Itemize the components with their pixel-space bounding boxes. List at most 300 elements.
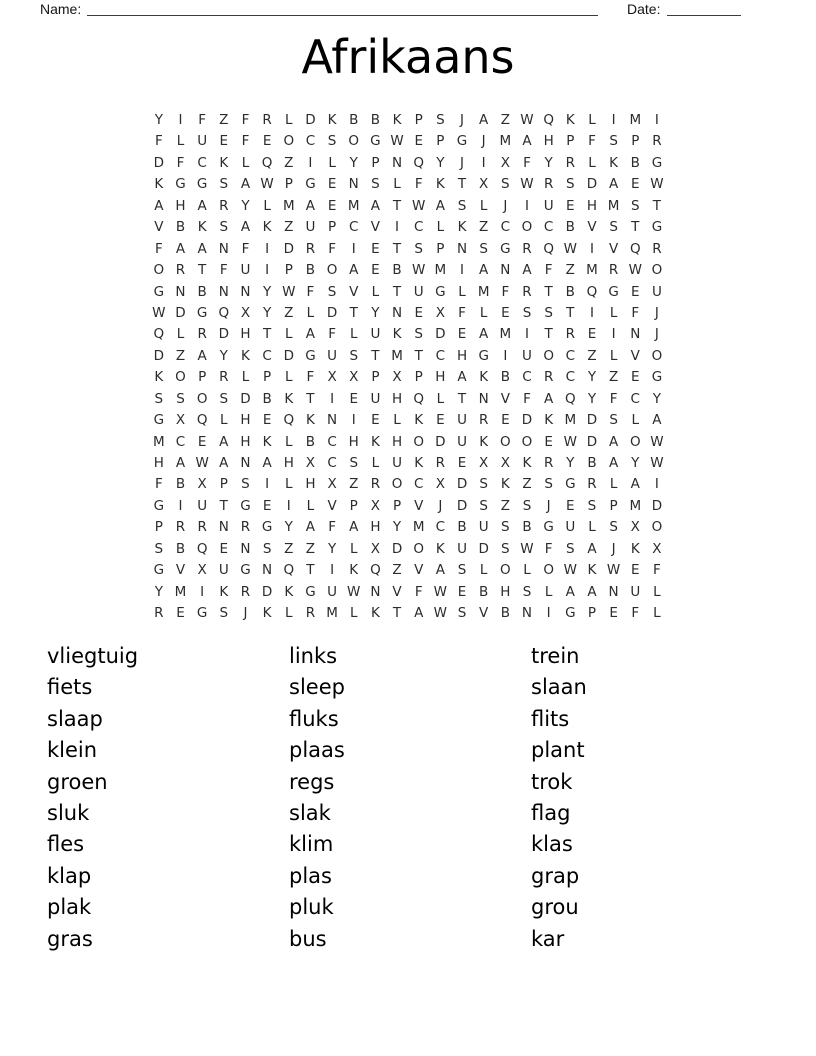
grid-letter: T: [371, 347, 380, 364]
grid-letter: I: [654, 476, 659, 493]
grid-letter: T: [219, 497, 228, 514]
grid-letter: Q: [543, 240, 554, 257]
grid-letter: X: [197, 562, 207, 579]
grid-letter: P: [219, 476, 228, 493]
grid-letter: S: [241, 476, 250, 493]
grid-letter: I: [351, 412, 356, 429]
grid-letter: Z: [284, 540, 294, 557]
grid-letter: F: [588, 133, 596, 150]
grid-letter: R: [154, 605, 164, 622]
grid-letter: W: [606, 562, 621, 579]
grid-letter: Q: [586, 283, 598, 300]
grid-letter: R: [478, 412, 489, 429]
grid-letter: L: [349, 326, 358, 343]
grid-letter: W: [195, 455, 209, 471]
grid-letter: Y: [631, 455, 640, 471]
grid-letter: P: [631, 133, 640, 150]
grid-letter: L: [349, 605, 358, 622]
grid-letter: U: [370, 390, 381, 407]
word-item: sluk: [47, 801, 90, 826]
grid-letter: K: [219, 154, 229, 171]
grid-letter: W: [520, 176, 534, 193]
grid-letter: T: [306, 562, 315, 579]
grid-letter: Q: [543, 112, 554, 128]
word-item: plak: [47, 895, 92, 920]
grid-letter: D: [651, 497, 663, 514]
grid-letter: S: [327, 283, 337, 300]
grid-letter: G: [305, 176, 316, 193]
grid-letter: W: [650, 433, 664, 450]
grid-letter: P: [263, 369, 272, 386]
grid-letter: V: [392, 583, 402, 600]
word-item: klas: [531, 832, 573, 857]
grid-letter: L: [176, 133, 185, 150]
grid-letter: N: [521, 605, 533, 622]
grid-letter: E: [262, 497, 272, 514]
grid-letter: W: [520, 112, 534, 128]
grid-letter: M: [629, 497, 642, 514]
grid-letter: T: [544, 283, 553, 300]
word-item: flag: [531, 801, 571, 826]
grid-letter: A: [154, 197, 164, 214]
grid-letter: T: [652, 197, 662, 214]
grid-letter: S: [219, 605, 229, 622]
grid-letter: J: [654, 304, 659, 321]
grid-letter: R: [175, 519, 186, 536]
grid-letter: L: [220, 412, 228, 429]
word-item: plas: [289, 863, 332, 888]
grid-letter: P: [371, 154, 380, 171]
grid-letter: R: [240, 583, 251, 600]
grid-letter: Y: [371, 304, 380, 321]
grid-letter: Z: [522, 476, 532, 493]
grid-letter: S: [479, 240, 488, 257]
grid-letter: A: [175, 240, 186, 257]
grid-letter: J: [611, 540, 616, 557]
grid-letter: U: [478, 519, 489, 536]
grid-letter: U: [630, 583, 641, 600]
grid-letter: V: [327, 497, 337, 514]
word-item: fiets: [47, 675, 93, 700]
grid-letter: A: [652, 412, 662, 429]
word-list-column-2: [289, 641, 531, 955]
grid-letter: Z: [219, 112, 229, 128]
grid-letter: K: [392, 326, 402, 343]
grid-letter: T: [198, 262, 207, 279]
grid-letter: P: [436, 133, 445, 150]
grid-letter: Z: [305, 540, 316, 557]
grid-letter: R: [435, 455, 446, 471]
grid-letter: B: [349, 112, 359, 128]
grid-letter: M: [347, 197, 360, 214]
grid-letter: U: [651, 283, 662, 300]
grid-letter: N: [391, 304, 403, 321]
grid-row: [148, 153, 668, 174]
grid-letter: V: [630, 347, 640, 364]
grid-letter: A: [305, 519, 316, 536]
grid-letter: U: [197, 497, 208, 514]
grid-letter: E: [457, 583, 467, 600]
grid-letter: O: [500, 562, 511, 579]
grid-letter: R: [219, 197, 229, 214]
grid-letter: K: [262, 605, 272, 622]
grid-letter: I: [481, 154, 486, 171]
grid-letter: W: [563, 562, 577, 579]
grid-letter: S: [327, 133, 337, 150]
grid-letter: Z: [587, 347, 597, 364]
grid-letter: L: [285, 369, 293, 386]
grid-letter: W: [650, 176, 664, 193]
grid-row: [148, 217, 668, 238]
grid-letter: I: [503, 347, 508, 364]
grid-letter: V: [500, 390, 510, 407]
grid-letter: A: [457, 369, 467, 386]
grid-letter: P: [284, 176, 293, 193]
grid-letter: G: [305, 583, 316, 600]
grid-letter: E: [631, 283, 640, 300]
grid-letter: Y: [262, 283, 272, 300]
grid-letter: L: [588, 154, 596, 171]
grid-letter: W: [152, 304, 166, 321]
grid-letter: G: [565, 605, 576, 622]
grid-letter: W: [390, 133, 404, 150]
grid-row: [148, 582, 668, 603]
grid-letter: V: [349, 283, 359, 300]
grid-letter: F: [544, 262, 553, 279]
grid-letter: L: [306, 304, 315, 321]
grid-letter: G: [153, 412, 165, 429]
grid-letter: Q: [413, 154, 425, 171]
grid-letter: D: [218, 326, 229, 343]
grid-letter: V: [414, 497, 424, 514]
grid-letter: A: [479, 326, 489, 343]
grid-letter: I: [265, 240, 270, 257]
grid-letter: Q: [196, 540, 208, 557]
grid-letter: O: [175, 369, 186, 386]
grid-letter: Z: [500, 497, 510, 514]
grid-letter: L: [349, 540, 358, 557]
grid-letter: S: [219, 390, 229, 407]
grid-letter: W: [628, 262, 642, 279]
grid-letter: S: [544, 476, 553, 493]
word-item: pluk: [289, 895, 334, 920]
grid-letter: E: [327, 176, 337, 193]
grid-letter: L: [588, 112, 596, 128]
grid-letter: S: [609, 133, 618, 150]
grid-letter: L: [328, 154, 336, 171]
grid-letter: R: [305, 605, 316, 622]
grid-letter: O: [413, 433, 425, 450]
grid-letter: X: [370, 540, 381, 557]
grid-letter: I: [265, 262, 270, 279]
grid-letter: L: [436, 390, 445, 407]
grid-letter: D: [283, 347, 294, 364]
grid-letter: U: [392, 455, 402, 471]
grid-letter: F: [523, 390, 531, 407]
grid-letter: V: [608, 240, 619, 257]
grid-letter: G: [456, 133, 468, 150]
grid-letter: N: [327, 412, 338, 429]
grid-letter: H: [586, 197, 598, 214]
grid-letter: L: [285, 605, 293, 622]
word-item: fles: [47, 832, 85, 857]
grid-letter: N: [500, 262, 511, 279]
grid-letter: F: [306, 369, 315, 386]
grid-letter: D: [586, 176, 598, 193]
grid-letter: S: [457, 605, 467, 622]
grid-letter: F: [631, 605, 640, 622]
grid-letter: I: [330, 562, 335, 579]
grid-letter: A: [479, 262, 489, 279]
grid-letter: E: [371, 262, 380, 279]
grid-letter: Z: [349, 476, 359, 493]
grid-letter: L: [371, 283, 380, 300]
grid-letter: M: [499, 133, 512, 150]
grid-letter: Y: [284, 519, 293, 536]
grid-letter: Y: [587, 390, 597, 407]
grid-letter: A: [608, 433, 619, 450]
grid-letter: B: [522, 519, 532, 536]
grid-letter: A: [608, 455, 619, 471]
grid-letter: L: [523, 562, 531, 579]
grid-letter: L: [653, 583, 661, 600]
grid-letter: Q: [153, 326, 165, 343]
word-search-grid: [148, 110, 668, 625]
grid-letter: A: [349, 519, 359, 536]
grid-letter: F: [154, 240, 163, 257]
grid-letter: U: [413, 283, 424, 300]
word-item: links: [289, 644, 338, 668]
word-item: klim: [289, 832, 334, 857]
grid-letter: O: [413, 540, 425, 557]
grid-letter: K: [414, 412, 424, 429]
grid-letter: F: [653, 562, 661, 579]
grid-letter: I: [265, 476, 270, 493]
grid-letter: N: [456, 240, 468, 257]
grid-letter: J: [654, 326, 659, 343]
grid-letter: W: [563, 240, 577, 257]
grid-letter: S: [609, 519, 618, 536]
grid-row: [148, 496, 668, 517]
grid-letter: A: [219, 455, 229, 471]
grid-letter: M: [153, 433, 165, 450]
grid-letter: Y: [241, 197, 250, 214]
grid-letter: C: [197, 154, 207, 171]
grid-letter: P: [198, 369, 207, 386]
grid-letter: D: [283, 240, 294, 257]
grid-letter: J: [438, 497, 443, 514]
grid-letter: L: [609, 476, 618, 493]
grid-letter: C: [327, 433, 337, 450]
grid-letter: F: [328, 326, 336, 343]
grid-letter: G: [153, 283, 165, 300]
grid-letter: D: [153, 154, 165, 171]
grid-letter: S: [609, 219, 618, 236]
grid-letter: Q: [283, 412, 295, 429]
grid-letter: G: [608, 283, 619, 300]
grid-letter: U: [565, 519, 576, 536]
grid-letter: N: [391, 154, 403, 171]
grid-letter: I: [286, 497, 291, 514]
grid-letter: K: [630, 540, 640, 557]
word-item: plaas: [289, 738, 345, 763]
grid-letter: W: [260, 176, 274, 193]
grid-letter: P: [436, 240, 445, 257]
grid-letter: I: [351, 240, 356, 257]
grid-letter: U: [457, 412, 467, 429]
grid-letter: A: [197, 197, 207, 214]
grid-letter: S: [457, 197, 467, 214]
grid-letter: E: [501, 304, 510, 321]
grid-letter: U: [197, 133, 208, 150]
grid-letter: Z: [608, 369, 619, 386]
grid-letter: S: [630, 197, 640, 214]
grid-row: [148, 367, 668, 388]
grid-letter: C: [500, 219, 511, 236]
grid-letter: H: [175, 197, 186, 214]
grid-letter: J: [243, 605, 248, 622]
grid-letter: T: [631, 219, 640, 236]
grid-letter: X: [370, 497, 381, 514]
grid-letter: I: [589, 304, 594, 321]
grid-letter: X: [349, 369, 359, 386]
grid-letter: L: [306, 497, 315, 514]
grid-letter: O: [651, 519, 663, 536]
grid-letter: D: [391, 540, 403, 557]
grid-letter: S: [522, 304, 532, 321]
grid-letter: F: [458, 304, 466, 321]
grid-letter: R: [370, 476, 381, 493]
grid-letter: N: [348, 176, 359, 193]
grid-letter: G: [261, 519, 273, 536]
grid-letter: S: [154, 540, 164, 557]
grid-letter: L: [241, 154, 250, 171]
grid-letter: S: [566, 176, 575, 193]
grid-letter: R: [305, 240, 316, 257]
grid-letter: Y: [587, 369, 597, 386]
grid-letter: M: [326, 605, 338, 622]
grid-letter: X: [240, 304, 251, 321]
grid-letter: F: [414, 583, 423, 600]
grid-letter: Q: [413, 390, 425, 407]
grid-letter: K: [370, 605, 380, 622]
grid-letter: C: [543, 219, 554, 236]
grid-letter: I: [330, 390, 335, 407]
grid-letter: A: [197, 240, 207, 257]
grid-letter: Q: [261, 154, 273, 171]
grid-letter: I: [611, 112, 616, 128]
grid-letter: F: [328, 240, 336, 257]
word-list-column-3: [531, 641, 587, 955]
grid-letter: N: [218, 519, 229, 536]
grid-letter: S: [414, 326, 423, 343]
grid-letter: Q: [218, 304, 230, 321]
grid-letter: A: [544, 390, 554, 407]
grid-letter: I: [611, 326, 616, 343]
grid-letter: T: [544, 326, 553, 343]
grid-letter: V: [370, 219, 381, 236]
grid-letter: X: [500, 455, 510, 471]
grid-letter: B: [457, 519, 467, 536]
grid-letter: F: [328, 519, 336, 536]
grid-letter: N: [608, 583, 619, 600]
date-label: Date:: [627, 1, 661, 17]
grid-letter: H: [305, 476, 316, 493]
grid-letter: H: [456, 347, 468, 364]
grid-letter: M: [282, 197, 295, 214]
grid-letter: Y: [154, 112, 163, 128]
date-blank-line: [667, 15, 741, 16]
grid-letter: M: [499, 326, 512, 343]
word-item: grou: [531, 895, 579, 920]
grid-row: [148, 303, 668, 324]
grid-letter: D: [326, 304, 338, 321]
grid-letter: F: [219, 262, 228, 279]
grid-letter: L: [285, 476, 293, 493]
grid-letter: A: [587, 540, 597, 557]
grid-letter: S: [587, 497, 597, 514]
grid-letter: G: [196, 605, 208, 622]
grid-letter: L: [285, 326, 293, 343]
grid-letter: A: [479, 112, 489, 128]
grid-letter: E: [457, 455, 467, 471]
grid-letter: A: [630, 476, 640, 493]
grid-letter: N: [262, 562, 273, 579]
grid-letter: E: [414, 133, 423, 150]
grid-letter: V: [175, 562, 186, 579]
grid-letter: P: [392, 497, 402, 514]
grid-letter: A: [219, 433, 229, 450]
grid-letter: R: [522, 283, 532, 300]
grid-letter: L: [285, 112, 293, 128]
grid-letter: S: [522, 583, 532, 600]
grid-letter: N: [370, 583, 381, 600]
grid-letter: H: [283, 455, 294, 471]
grid-letter: F: [198, 112, 207, 128]
grid-letter: S: [522, 497, 532, 514]
grid-letter: H: [240, 326, 251, 343]
grid-letter: Z: [392, 562, 402, 579]
word-item: flits: [531, 706, 570, 731]
grid-letter: S: [566, 540, 575, 557]
grid-letter: V: [414, 562, 424, 579]
puzzle-title: Afrikaans: [301, 30, 515, 84]
grid-letter: V: [587, 219, 597, 236]
grid-letter: G: [370, 133, 381, 150]
grid-letter: J: [460, 112, 464, 128]
grid-letter: G: [240, 497, 251, 514]
grid-letter: Y: [652, 390, 662, 407]
grid-letter: N: [218, 240, 229, 257]
grid-letter: V: [154, 219, 164, 236]
grid-letter: Y: [544, 154, 553, 171]
grid-letter: U: [370, 326, 381, 343]
grid-letter: A: [175, 455, 186, 471]
grid-letter: O: [543, 347, 554, 364]
grid-letter: K: [500, 476, 510, 493]
grid-letter: T: [392, 605, 402, 622]
name-blank-line: [87, 15, 598, 16]
grid-letter: C: [327, 455, 337, 471]
grid-letter: K: [284, 583, 294, 600]
grid-letter: U: [327, 583, 338, 600]
grid-letter: X: [305, 455, 316, 471]
grid-letter: G: [305, 347, 316, 364]
grid-letter: B: [175, 540, 186, 557]
word-item: gras: [47, 926, 93, 951]
grid-letter: A: [305, 326, 316, 343]
grid-letter: K: [414, 455, 424, 471]
